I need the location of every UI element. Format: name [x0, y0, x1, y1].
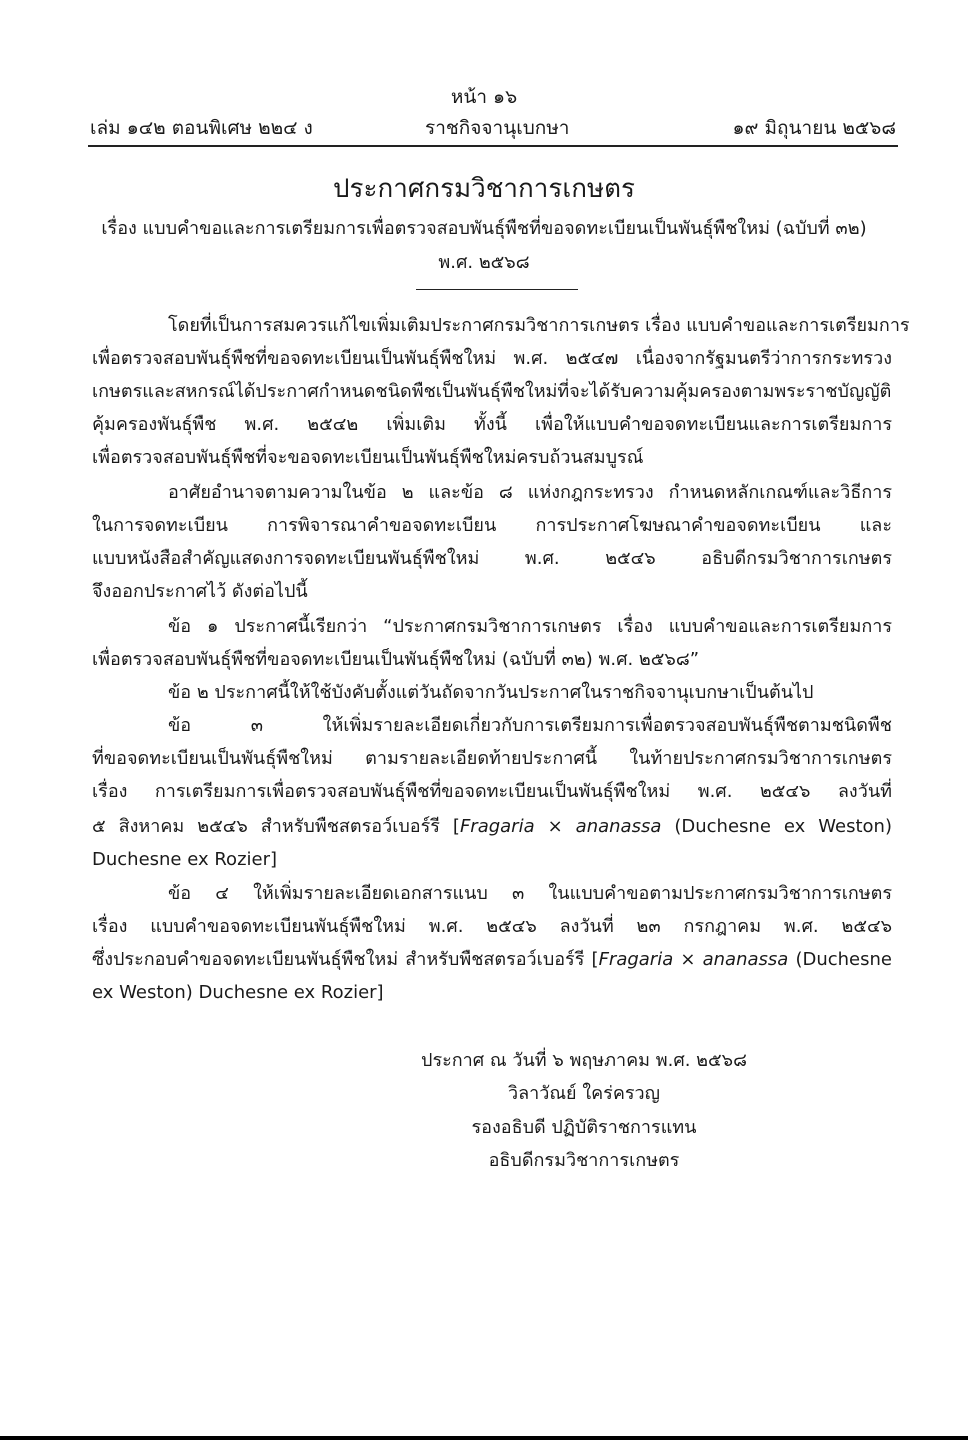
signature-date: ประกาศ ณ วันที่ ๖ พฤษภาคม พ.ศ. ๒๕๖๘: [421, 1050, 747, 1071]
signer-position: รองอธิบดี ปฏิบัติราชการแทน: [471, 1117, 697, 1138]
signer-position-main: อธิบดีกรมวิชาการเกษตร: [488, 1150, 680, 1171]
body-line: คุ้มครองพันธุ์พืช พ.ศ. ๒๕๔๒ เพิ่มเติม ทั้งนี้ เพื่อให้แบบคำขอจดทะเบียนและการเตรียมการ: [92, 414, 892, 435]
announcement-title: ประกาศกรมวิชาการเกษตร: [333, 174, 635, 204]
signer-name: วิลาวัณย์ ใคร่ครวญ: [508, 1083, 660, 1104]
body-line: อาศัยอำนาจตามความในข้อ ๒ และข้อ ๘ แห่งกฎกระทรวง กำหนดหลักเกณฑ์และวิธีการ: [168, 482, 892, 503]
body-line: เพื่อตรวจสอบพันธุ์พืชที่ขอจดทะเบียนเป็นพันธุ์พืชใหม่ พ.ศ. ๒๕๔๗ เนื่องจากรัฐมนตรีว่าการกระทรวง: [92, 348, 892, 369]
species-name: Fragaria × ananassa: [459, 816, 662, 837]
body-line: เพื่อตรวจสอบพันธุ์พืชที่จะขอจดทะเบียนเป็นพันธุ์พืชใหม่ครบถ้วนสมบูรณ์: [92, 447, 644, 468]
publish-date: ๑๙ มิถุนายน ๒๕๖๘: [732, 117, 896, 139]
gazette-name: ราชกิจจานุเบกษา: [425, 117, 570, 139]
bottom-edge: [0, 1436, 968, 1440]
body-line: Duchesne ex Rozier]: [92, 849, 278, 870]
species-name: Fragaria × ananassa: [598, 949, 789, 970]
clause-1: ข้อ ๑ ประกาศนี้เรียกว่า “ประกาศกรมวิชาการเกษตร เรื่อง แบบคำขอและการเตรียมการ: [168, 616, 892, 637]
title-divider: [416, 289, 578, 290]
body-line: เพื่อตรวจสอบพันธุ์พืชที่ขอจดทะเบียนเป็นพันธุ์พืชใหม่ (ฉบับที่ ๓๒) พ.ศ. ๒๕๖๘”: [92, 649, 700, 670]
body-text: (Duchesne ex Weston): [661, 816, 892, 837]
volume-info: เล่ม ๑๔๒ ตอนพิเศษ ๒๒๔ ง: [90, 117, 313, 139]
body-line: ในการจดทะเบียน การพิจารณาคำขอจดทะเบียน การประกาศโฆษณาคำขอจดทะเบียน และ: [92, 515, 892, 536]
body-text: ซึ่งประกอบคำขอจดทะเบียนพันธุ์พืชใหม่ สำหรับพืชสตรอว์เบอร์รี [: [92, 949, 599, 970]
body-line: ที่ขอจดทะเบียนเป็นพันธุ์พืชใหม่ ตามรายละเอียดท้ายประกาศนี้ ในท้ายประกาศกรมวิชาการเกษตร: [92, 748, 892, 769]
gazette-header: [90, 113, 896, 143]
body-line: จึงออกประกาศไว้ ดังต่อไปนี้: [92, 581, 308, 602]
page-number: หน้า ๑๖: [450, 86, 518, 108]
body-line: ex Weston) Duchesne ex Rozier]: [92, 982, 384, 1003]
clause-4: ข้อ ๔ ให้เพิ่มรายละเอียดเอกสารแนบ ๓ ในแบบคำขอตามประกาศกรมวิชาการเกษตร: [168, 883, 892, 904]
announcement-year: พ.ศ. ๒๕๖๘: [438, 252, 530, 273]
body-line: โดยที่เป็นการสมควรแก้ไขเพิ่มเติมประกาศกรมวิชาการเกษตร เรื่อง แบบคำขอและการเตรียมการ: [168, 315, 910, 336]
body-text: ๕ สิงหาคม ๒๕๔๖ สำหรับพืชสตรอว์เบอร์รี [: [92, 816, 460, 837]
announcement-subject: เรื่อง แบบคำขอและการเตรียมการเพื่อตรวจสอบพันธุ์พืชที่ขอจดทะเบียนเป็นพันธุ์พืชใหม่ (ฉบับที่ ๓๒): [101, 218, 867, 239]
body-line: เรื่อง แบบคำขอจดทะเบียนพันธุ์พืชใหม่ พ.ศ. ๒๕๔๖ ลงวันที่ ๒๓ กรกฎาคม พ.ศ. ๒๕๔๖: [92, 916, 892, 937]
body-line: เรื่อง การเตรียมการเพื่อตรวจสอบพันธุ์พืชที่ขอจดทะเบียนเป็นพันธุ์พืชใหม่ พ.ศ. ๒๕๔๖ ลงวันที่: [92, 781, 892, 802]
body-text: (Duchesne: [788, 949, 892, 970]
body-line: เกษตรและสหกรณ์ได้ประกาศกำหนดชนิดพืชเป็นพันธุ์พืชใหม่ที่จะได้รับความคุ้มครองตามพระราชบัญญัติ: [92, 381, 892, 402]
clause-2: ข้อ ๒ ประกาศนี้ให้ใช้บังคับตั้งแต่วันถัดจากวันประกาศในราชกิจจานุเบกษาเป็นต้นไป: [168, 682, 814, 703]
clause-3: ข้อ ๓ ให้เพิ่มรายละเอียดเกี่ยวกับการเตรียมการเพื่อตรวจสอบพันธุ์พืชตามชนิดพืช: [168, 715, 892, 736]
body-line: [92, 943, 892, 976]
body-line: แบบหนังสือสำคัญแสดงการจดทะเบียนพันธุ์พืชใหม่ พ.ศ. ๒๕๔๖ อธิบดีกรมวิชาการเกษตร: [92, 548, 892, 569]
body-line: [92, 810, 892, 843]
header-divider: [88, 145, 898, 147]
